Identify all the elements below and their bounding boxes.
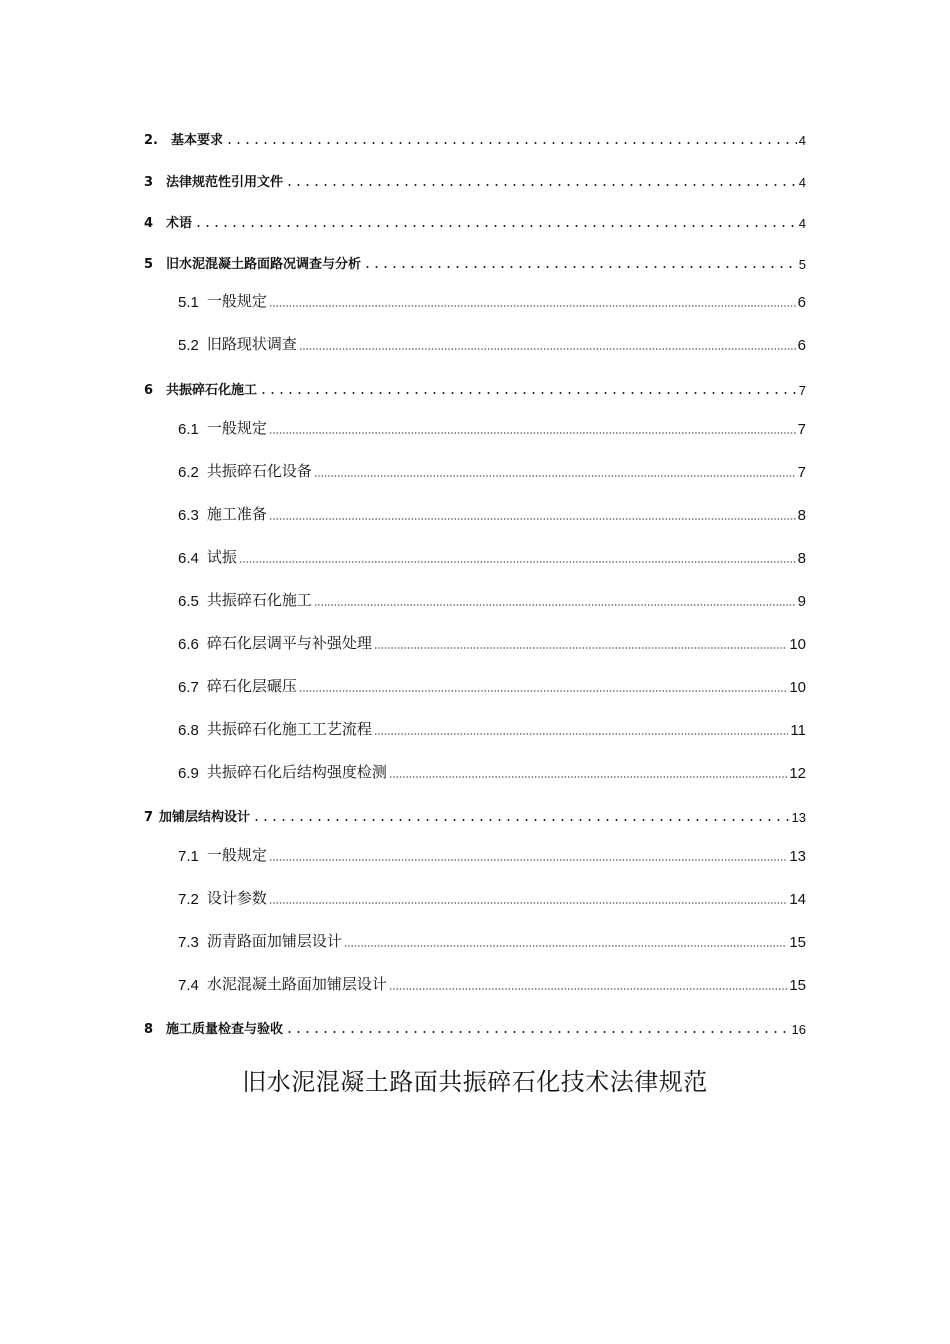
toc-title: 碎石化层碾压 (206, 677, 297, 695)
toc-number: 6 (144, 383, 154, 398)
toc-title: 设计参数 (206, 889, 267, 907)
toc-number: 8 (144, 1022, 154, 1037)
toc-title: 一般规定 (206, 846, 267, 864)
toc-leader (259, 392, 797, 394)
toc-title: 共振碎石化施工 (166, 383, 258, 398)
toc-number: 6.3 (178, 507, 199, 524)
toc-title: 试振 (206, 548, 237, 566)
toc-leader (299, 348, 796, 350)
toc-entry[interactable] (178, 717, 806, 739)
toc-page-number: 8 (797, 550, 806, 567)
toc-title: 一般规定 (206, 292, 267, 310)
toc-leader (269, 902, 787, 904)
toc-page-number: 7 (797, 464, 806, 481)
toc-leader (285, 184, 797, 186)
toc-number: 7 (144, 810, 154, 825)
toc-title: 施工质量检查与验收 (166, 1022, 284, 1037)
toc-number: 6.1 (178, 421, 199, 438)
toc-page-number: 13 (791, 810, 806, 825)
toc-number: 7.3 (178, 934, 199, 951)
toc-title: 施工准备 (206, 505, 267, 523)
toc-title: 加铺层结构设计 (159, 810, 251, 825)
toc-title: 沥青路面加铺层设计 (206, 932, 342, 950)
toc-entry[interactable] (178, 886, 806, 908)
toc-page-number: 12 (789, 765, 806, 782)
toc-entry[interactable] (144, 803, 806, 825)
toc-entry[interactable] (178, 332, 806, 354)
toc-title: 基本要求 (170, 133, 223, 148)
toc-title: 旧水泥混凝土路面路况调查与分析 (166, 257, 362, 272)
toc-leader (344, 945, 787, 947)
toc-page-number: 8 (797, 507, 806, 524)
toc-leader (269, 518, 796, 520)
toc-number: 4 (144, 216, 154, 231)
toc-title: 共振碎石化施工工艺流程 (206, 720, 372, 738)
toc-page-number: 4 (798, 133, 806, 148)
toc-entry[interactable] (178, 588, 806, 610)
toc-leader (239, 561, 796, 563)
toc-title: 术语 (166, 216, 193, 231)
toc-entry[interactable] (178, 972, 806, 994)
toc-entry[interactable] (178, 545, 806, 567)
toc-leader (374, 733, 789, 735)
toc-entry[interactable] (144, 376, 806, 398)
toc-leader (285, 1031, 789, 1033)
toc-entry[interactable] (144, 1015, 806, 1037)
toc-title: 共振碎石化后结构强度检测 (206, 763, 387, 781)
toc-entry[interactable] (178, 459, 806, 481)
toc-leader (225, 142, 797, 144)
toc-leader (269, 859, 787, 861)
toc-page-number: 5 (798, 257, 806, 272)
toc-page-number: 14 (789, 891, 806, 908)
toc-entry[interactable] (178, 289, 806, 311)
toc-number: 5 (144, 257, 154, 272)
toc-entry[interactable] (144, 126, 806, 148)
toc-page-number: 13 (789, 848, 806, 865)
toc-number: 6.6 (178, 636, 199, 653)
toc-number: 5.2 (178, 337, 199, 354)
toc-leader (389, 776, 787, 778)
toc-number: 7.4 (178, 977, 199, 994)
toc-entry[interactable] (178, 929, 806, 951)
toc-entry[interactable] (178, 760, 806, 782)
toc-title: 共振碎石化设备 (206, 462, 312, 480)
toc-entry[interactable] (178, 631, 806, 653)
toc-entry[interactable] (178, 416, 806, 438)
toc-page-number: 6 (797, 337, 806, 354)
toc-leader (314, 475, 796, 477)
toc-title: 旧路现状调查 (206, 335, 297, 353)
toc-leader (299, 690, 787, 692)
toc-title: 共振碎石化施工 (206, 591, 312, 609)
toc-leader (269, 432, 796, 434)
toc-page-number: 7 (797, 421, 806, 438)
toc-number: 5.1 (178, 294, 199, 311)
toc-number: 6.9 (178, 765, 199, 782)
toc-number: 6.2 (178, 464, 199, 481)
toc-entry[interactable] (144, 168, 806, 190)
toc-entry[interactable] (178, 843, 806, 865)
toc-leader (194, 225, 797, 227)
toc-number: 2. (144, 133, 158, 148)
toc-entry[interactable] (144, 250, 806, 272)
toc-page-number: 15 (789, 977, 806, 994)
toc-number: 7.2 (178, 891, 199, 908)
toc-page-number: 11 (790, 722, 806, 739)
toc-page-number: 4 (798, 175, 806, 190)
toc-page-number: 16 (791, 1022, 806, 1037)
toc-title: 一般规定 (206, 419, 267, 437)
toc-number: 6.5 (178, 593, 199, 610)
toc-entry[interactable] (178, 674, 806, 696)
toc-number: 7.1 (178, 848, 199, 865)
toc-leader (363, 266, 797, 268)
toc-leader (269, 305, 796, 307)
toc-title: 碎石化层调平与补强处理 (206, 634, 372, 652)
toc-number: 3 (144, 175, 154, 190)
toc-leader (389, 988, 787, 990)
toc-page-number: 10 (789, 679, 806, 696)
toc-page-number: 7 (798, 383, 806, 398)
toc-number: 6.8 (178, 722, 199, 739)
toc-page-number: 4 (798, 216, 806, 231)
toc-page-number: 9 (797, 593, 806, 610)
toc-page-number: 6 (797, 294, 806, 311)
document-title: 旧水泥混凝土路面共振碎石化技术法律规范 (242, 1068, 708, 1096)
toc-page-number: 15 (789, 934, 806, 951)
toc-leader (252, 819, 789, 821)
toc-title: 水泥混凝土路面加铺层设计 (206, 975, 387, 993)
toc-leader (314, 604, 796, 606)
toc-number: 6.4 (178, 550, 199, 567)
toc-title: 法律规范性引用文件 (166, 175, 284, 190)
toc-page-number: 10 (789, 636, 806, 653)
toc-leader (374, 647, 787, 649)
toc-entry[interactable] (144, 209, 806, 231)
toc-entry[interactable] (178, 502, 806, 524)
toc-number: 6.7 (178, 679, 199, 696)
